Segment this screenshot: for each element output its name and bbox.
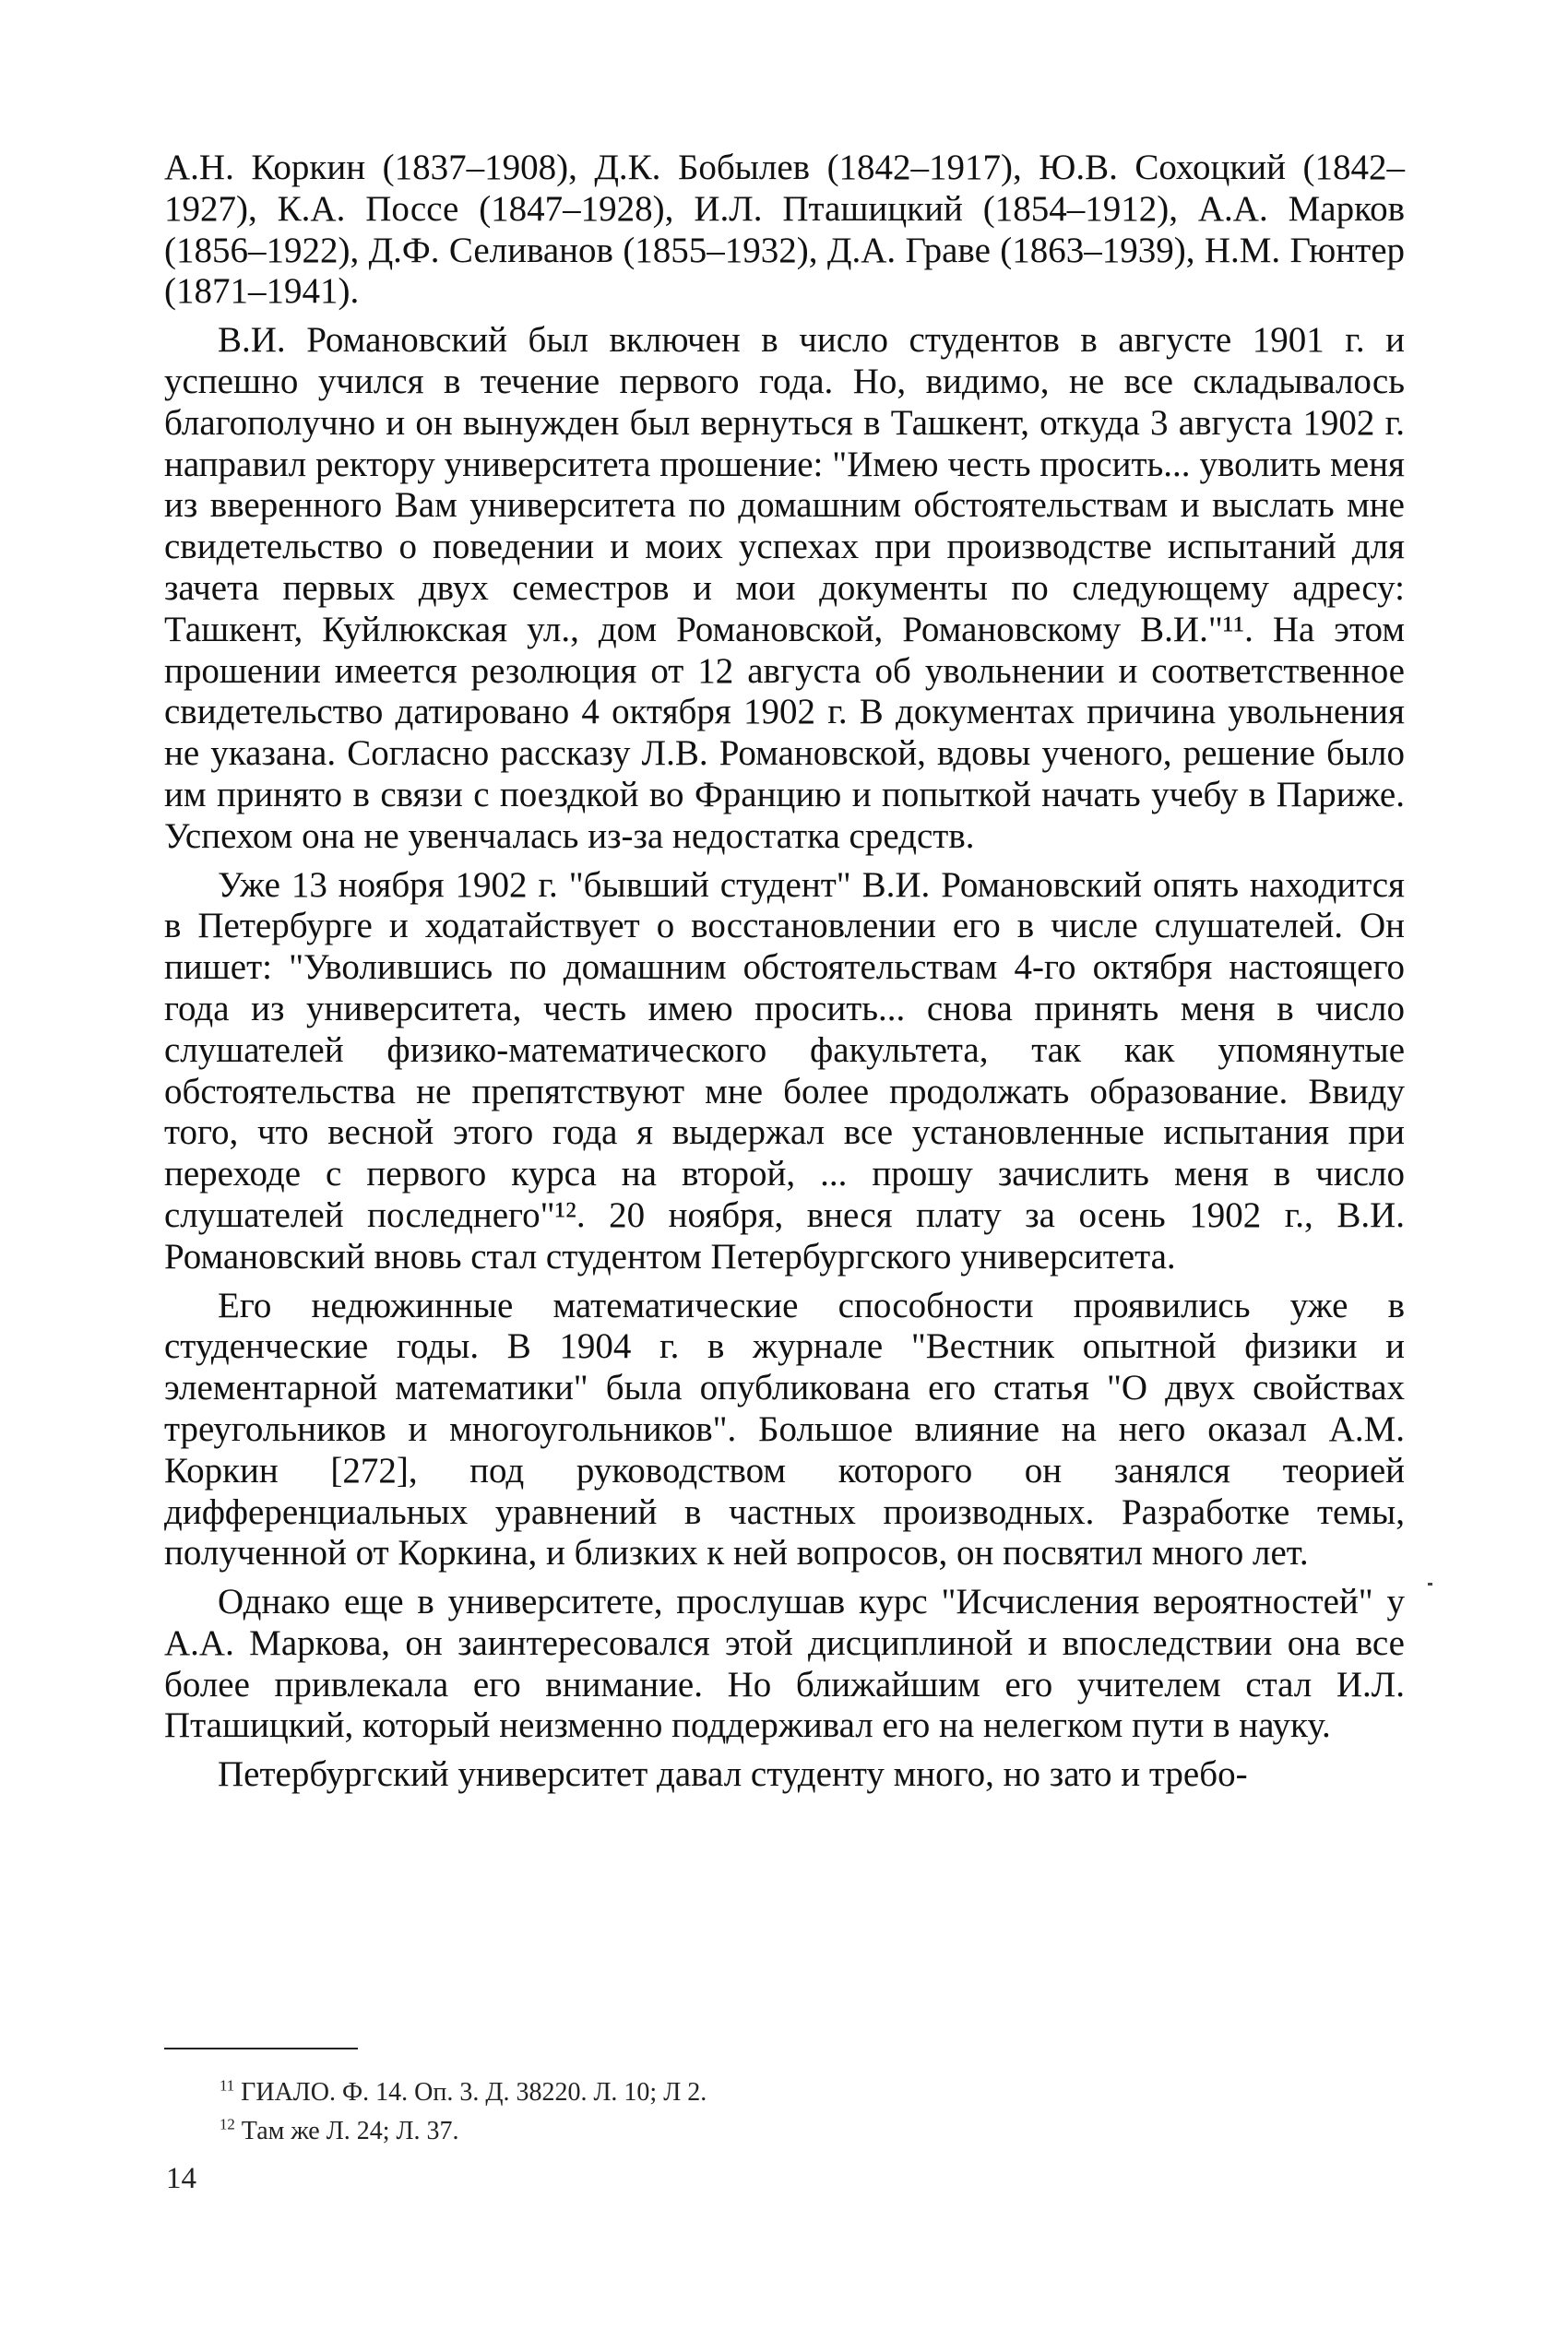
page-number: 14 bbox=[166, 2162, 196, 2195]
footnote-divider bbox=[164, 2048, 358, 2049]
paragraph-2: В.И. Романовский был включен в число студентов в августе 1901 г. и успешно учился в течение первого года. Но, видимо, не все складывалось благополучно и он вынужден был вернуться в Ташкент, откуда 3 августа 1902 г. направил ректору университета прошение: "Имею честь просить... уволить меня из вверенного Вам университета по домашним обстоятельствам и выслать мне свидетельство о поведении и моих успехах при производстве испытаний для зачета первых двух семестров и мои документы по следующему адресу: Ташкент, Куйлюкская ул., дом Романовской, Романовскому В.И."¹¹. На этом прошении имеется резолюция от 12 августа об увольнении и соответственное свидетельство датировано 4 октября 1902 г. В документах причина увольнения не указана. Согласно рассказу Л.В. Романовской, вдовы ученого, решение было им принято в связи с поездкой во Францию и попыткой начать учебу в Париже. Успехом она не увенчалась из-за недостатка средств. bbox=[164, 320, 1405, 856]
body-text bbox=[164, 148, 1405, 1803]
paragraph-3: Уже 13 ноября 1902 г. "бывший студент" В.И. Романовский опять находится в Петербурге и ходатайствует о восстановлении его в числе слушателей. Он пишет: "Уволившись по домашним обстоятельствам 4-го октября настоящего года из университета, честь имею просить... снова принять меня в число слушателей физико-математического факультета, так как упомянутые обстоятельства не препятствуют мне более продолжать образование. Ввиду того, что весной этого года я выдержал все установленные испытания при переходе с первого курса на второй, ... прошу зачислить меня в число слушателей последнего"¹². 20 ноября, внеся плату за осень 1902 г., В.И. Романовский вновь стал студентом Петербургского университета. bbox=[164, 864, 1405, 1277]
paragraph-4: Его недюжинные математические способности проявились уже в студенческие годы. В 1904 г. в журнале "Вестник опытной физики и элементарной математики" была опубликована его статья "О двух свойствах треугольников и многоугольников". Большое влияние на него оказал А.М. Коркин [272], под руководством которого он занялся теорией дифференциальных уравнений в частных производных. Разработке темы, полученной от Коркина, и близких к ней вопросов, он посвятил много лет. bbox=[164, 1285, 1405, 1574]
footnote-12 bbox=[220, 2112, 1234, 2151]
margin-speck bbox=[1428, 1583, 1432, 1586]
footnote-number: 12 bbox=[220, 2115, 235, 2133]
footnote-text: Там же Л. 24; Л. 37. bbox=[241, 2117, 459, 2145]
paragraph-6: Петербургский университет давал студенту много, но зато и требо- bbox=[218, 1754, 1248, 1795]
footnote-text: ГИАЛО. Ф. 14. Оп. 3. Д. 38220. Л. 10; Л 2. bbox=[241, 2078, 707, 2107]
paragraph-1: А.Н. Коркин (1837–1908), Д.К. Бобылев (1842–1917), Ю.В. Сохоцкий (1842–1927), К.А. Поссе (1847–1928), И.Л. Пташицкий (1854–1912), А.А. Марков (1856–1922), Д.Ф. Селиванов (1855–1932), Д.А. Граве (1863–1939), Н.М. Гюнтер (1871–1941). bbox=[164, 148, 1405, 312]
footnote-11 bbox=[220, 2073, 1234, 2112]
footnotes bbox=[220, 2073, 1234, 2151]
paragraph-5: Однако еще в университете, прослушав курс "Исчисления вероятностей" у А.А. Маркова, он заинтересовался этой дисциплиной и впоследствии она все более привлекала его внимание. Но ближайшим его учителем стал И.Л. Пташицкий, который неизменно поддерживал его на нелегком пути в науку. bbox=[164, 1582, 1405, 1746]
footnote-number: 11 bbox=[220, 2076, 235, 2095]
